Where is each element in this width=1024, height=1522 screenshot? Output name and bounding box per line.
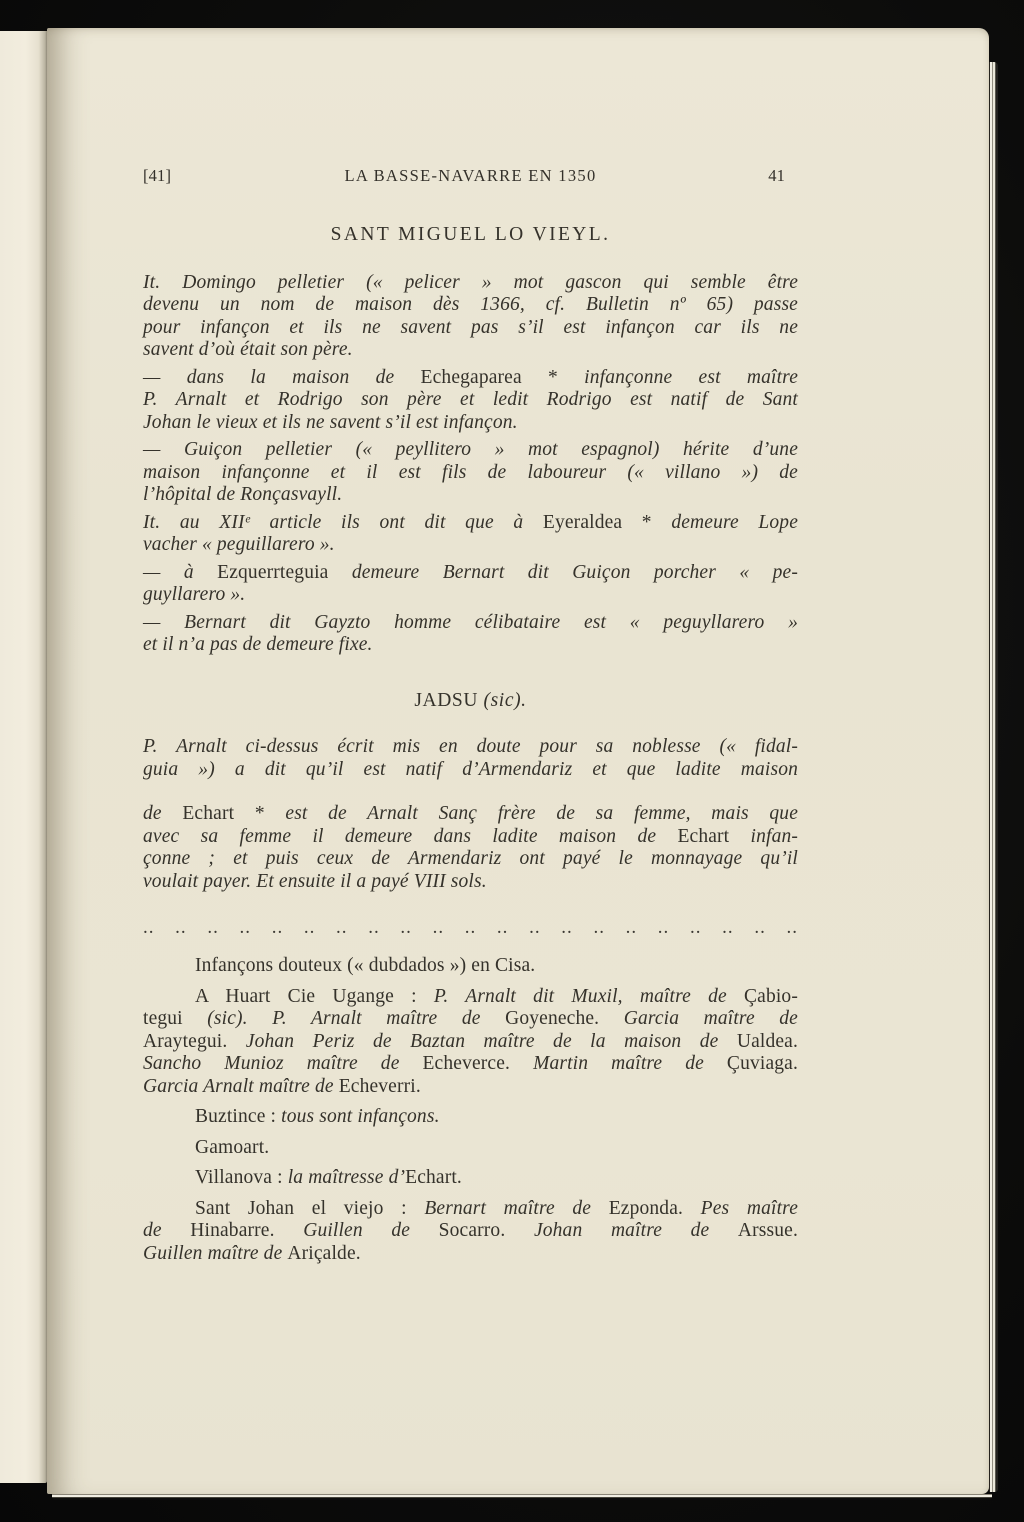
text-segment: savent d’où était son père. [143,339,353,360]
text-segment: Ezponda. [608,1197,701,1219]
paragraph [143,1198,798,1266]
text-segment: Garcia Arnalt maître de [143,1075,339,1097]
text-segment: guyllarero ». [143,584,246,605]
paragraph [143,1106,798,1129]
text-line [143,339,798,362]
text-segment: SANT MIGUEL LO VIEYL. [330,224,611,245]
text-segment: (sic). P. Arnalt maître de [207,1008,506,1029]
text-segment: Pes maître [700,1197,798,1219]
text-segment: Sant Johan el viejo : [195,1197,425,1219]
paragraph [143,736,798,781]
facing-page-edge [0,31,47,1483]
text-line [143,484,798,507]
text-segment: Johan le vieux et ils ne savent s’il est infançon. [143,411,518,433]
text-segment: — dans la maison de [143,366,421,388]
text-segment: Çuviaga. [726,1053,798,1074]
text-segment: voulait payer. Et ensuite il a payé VIII sols. [143,870,487,892]
text-line [143,534,798,557]
text-segment: It. Domingo pelletier (« pelicer » mot gascon qui semble être [143,271,798,293]
text-line [143,1167,798,1190]
text-segment: infan- [750,825,799,847]
page-stack-edges-right [989,62,998,1492]
text-line [143,1243,798,1266]
text-line [143,272,798,295]
text-segment: Sancho Munioz maître de [143,1053,423,1074]
text-segment: pour infançon et ils ne savent pas s’il est infançon car ils ne [143,316,798,338]
text-segment: Garcia maître de [623,1008,798,1029]
text-segment: (sic). [483,689,527,711]
text-segment: de [143,1220,191,1241]
text-line [143,1198,798,1221]
text-segment: Infançons douteux (« dubdados ») en Cisa. [195,955,536,976]
text-segment: Martin maître de [533,1053,727,1074]
text-segment: vacher « peguillarero ». [143,534,335,555]
paragraph [143,955,798,978]
paragraph [143,803,798,893]
text-segment: Johan Periz de Baztan maître de la maison de [245,1030,737,1052]
text-segment: demeure Bernart dit Guiçon porcher « pe- [351,561,798,583]
text-line [143,317,798,340]
text-segment: P. Arnalt et Rodrigo son père et ledit Rodrigo est natif de Sant [143,389,798,410]
paragraph [143,439,798,507]
text-segment: P. Arnalt ci-dessus écrit mis en doute pour sa noblesse (« fidal- [143,736,798,757]
text-segment: Echeverri. [338,1075,421,1097]
text-segment: — à [143,561,218,583]
header-title: LA BASSE-NAVARRE EN 1350 [344,166,597,185]
text-line [143,367,798,390]
text-line [143,955,798,978]
text-line [143,412,798,435]
text-segment: Echegaparea * [420,366,585,388]
dotted-separator: .. .. .. .. .. .. .. .. .. .. .. .. .. .. .. .. .. .. .. .. .. [143,917,798,938]
text-segment: Goyeneche. [505,1008,624,1029]
text-line [143,986,798,1009]
text-segment: Araytegui. [143,1030,246,1052]
text-line [143,562,798,585]
text-segment: Echeverce. [422,1053,534,1074]
text-line [143,612,798,635]
paragraph [143,612,798,657]
section-heading [143,690,798,713]
text-segment: Ualdea. [736,1030,798,1052]
text-segment: l’hôpital de Ronçasvayll. [143,484,343,505]
section-heading [143,224,798,247]
text-line [143,512,798,535]
paragraph [143,986,798,1099]
text-segment: — Bernart dit Gayzto homme célibataire est « peguyllarero » [143,611,798,633]
text-line [143,389,798,412]
text-segment: Echart [677,825,751,847]
text-line [143,462,798,485]
text-segment: Villanova : [195,1167,288,1188]
text-segment: et il n’a pas de demeure fixe. [143,634,373,655]
text-segment: A Huart Cie Ugange : [195,985,434,1007]
text-line [143,826,798,849]
text-segment: tous sont infançons. [281,1106,440,1127]
text-line [143,634,798,657]
text-segment: est de Arnalt Sanç frère de sa femme, mais que [285,803,799,824]
text-line [143,803,798,826]
text-segment: guia ») a dit qu’il est natif d’Armendariz et que ladite maison [143,758,798,780]
text-segment: Ezquerrteguia [217,561,352,583]
text-segment: Johan maître de [533,1220,738,1241]
text-line [143,1220,798,1243]
running-header [143,165,798,187]
text-segment: çonne ; et puis ceux de Armendariz ont payé le monnayage qu’il [143,848,798,869]
text-segment: la maîtresse d’ [287,1167,406,1188]
paragraph [143,1137,798,1160]
text-segment: Guillen de [303,1220,439,1241]
text-segment: P. Arnalt dit Muxil, maître de [433,985,744,1007]
text-line [143,1137,798,1160]
text-segment: tegui [143,1008,208,1029]
text-line [143,1053,798,1076]
header-left-marker: [41] [143,166,172,185]
paragraph [143,512,798,557]
text-segment: — Guiçon pelletier (« peyllitero » mot espagnol) hérite d’une [143,439,798,460]
paragraph [143,562,798,607]
text-segment: de [143,803,183,824]
text-segment: Ariçalde. [287,1242,361,1264]
header-page-number: 41 [768,166,785,185]
text-segment: Çabio- [744,985,798,1007]
text-line [143,584,798,607]
text-segment: Socarro. [438,1220,534,1241]
text-segment: Gamoart. [195,1136,270,1158]
text-segment: It. au XIIᵉ article ils ont dit que à [143,511,543,533]
text-segment: Arssue. [737,1220,799,1241]
text-segment: devenu un nom de maison dès 1366, cf. Bulletin nº 65) passe [143,294,798,315]
page-stack-edges-bottom [52,1494,992,1500]
text-segment: avec sa femme il demeure dans ladite maison de [143,825,678,847]
text-segment: Echart * [182,803,286,824]
text-line [143,848,798,871]
text-line [143,1106,798,1129]
text-line [143,294,798,317]
text-line [143,439,798,462]
text-segment: Eyeraldea * [542,511,672,533]
paragraph [143,367,798,435]
text-segment: JADSU [414,689,484,711]
text-line [143,1008,798,1031]
text-segment: infançonne est maître [584,366,798,388]
text-segment: demeure Lope [671,511,799,533]
text-line [143,871,798,894]
text-body [143,165,798,1265]
paragraph [143,1167,798,1190]
text-segment: Buztince : [195,1106,282,1127]
text-segment: Hinabarre. [190,1220,304,1241]
text-segment: Guillen maître de [143,1242,288,1264]
paragraph [143,272,798,362]
text-segment: Bernart maître de [424,1197,609,1219]
text-segment: maison infançonne et il est fils de laboureur (« villano ») de [143,461,798,483]
text-segment: Echart. [405,1167,462,1188]
text-line [143,1031,798,1054]
text-line [143,1076,798,1099]
text-line [143,736,798,759]
text-line [143,759,798,782]
